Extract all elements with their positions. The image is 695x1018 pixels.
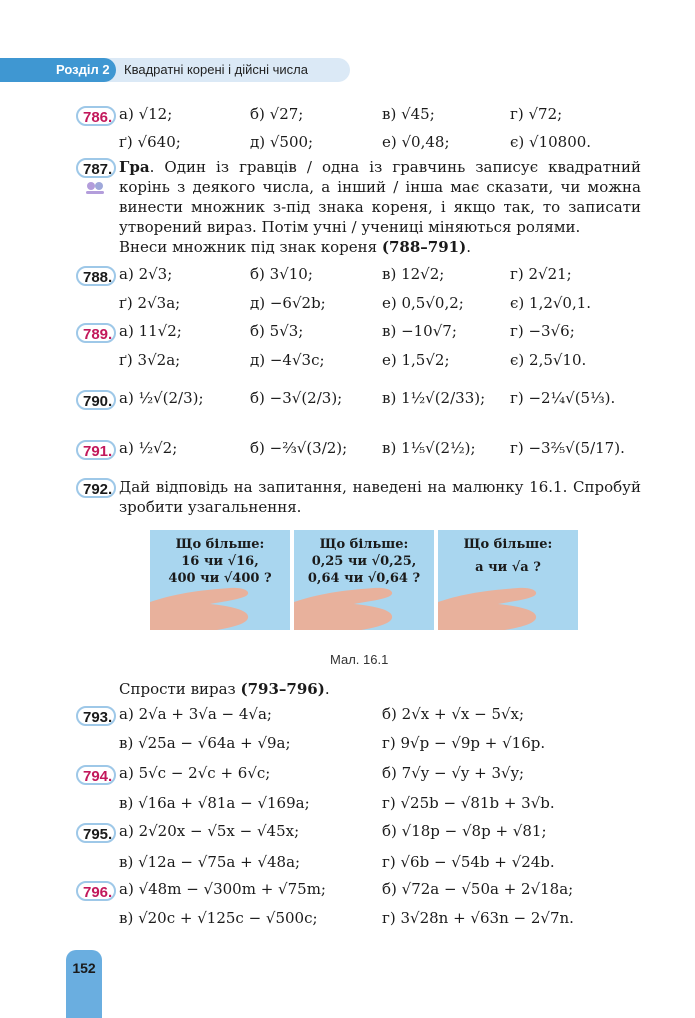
- item: г) 3√28n + √63n − 2√7n.: [382, 909, 574, 927]
- panel-line: 0,64 чи √0,64 ?: [307, 571, 421, 586]
- item: г) −2¼√(5⅓).: [510, 389, 616, 407]
- panel-line: а чи √а ?: [475, 560, 541, 575]
- hand-illustration: [150, 530, 290, 648]
- item: е) 1,5√2;: [382, 351, 450, 369]
- instruction-range: (793–796): [240, 680, 325, 698]
- item: б) √72a − √50a + 2√18a;: [382, 880, 574, 898]
- item: а) 2√20x − √5x − √45x;: [119, 822, 300, 840]
- item: б) √18p − √8p + √81;: [382, 822, 547, 840]
- game-label: Гра: [119, 158, 150, 176]
- item: б) 5√3;: [250, 322, 304, 340]
- instruction-text: Спрости вираз: [119, 680, 241, 698]
- exercise-number-795: 795.: [76, 823, 116, 843]
- item: б) −⅔√(3/2);: [250, 439, 348, 457]
- item: г) 9√p − √9p + √16p.: [382, 734, 546, 752]
- section-title: Квадратні корені і дійсні числа: [124, 62, 308, 77]
- figure-panel-2: [294, 530, 434, 648]
- exercise-number-789: 789.: [76, 323, 116, 343]
- section-header: [0, 58, 350, 82]
- item: б) 2√x + √x − 5√x;: [382, 705, 525, 723]
- item: д) −6√2b;: [250, 294, 326, 312]
- panel-title: Що більше:: [319, 537, 409, 552]
- figure-panel-1: [150, 530, 290, 648]
- item: є) 1,2√0,1.: [510, 294, 592, 312]
- exercise-787-text: [119, 157, 641, 237]
- figure-caption: Мал. 16.1: [330, 652, 389, 667]
- item: е) 0,5√0,2;: [382, 294, 464, 312]
- item: б) 3√10;: [250, 265, 313, 283]
- item: а) 11√2;: [119, 322, 182, 340]
- item: в) 1½√(2/33);: [382, 389, 486, 407]
- exercise-number-790: 790.: [76, 390, 116, 410]
- item: ґ) 3√2a;: [119, 351, 181, 369]
- item: г) √6b − √54b + √24b.: [382, 853, 555, 871]
- item: в) √45;: [382, 105, 435, 123]
- panel-title: Що більше:: [175, 537, 265, 552]
- item: д) √500;: [250, 133, 314, 151]
- item: є) √10800.: [510, 133, 592, 151]
- instruction-788-791: [119, 238, 471, 256]
- hand-illustration: [294, 530, 434, 648]
- instruction-text: Внеси множник під знак кореня: [119, 238, 382, 256]
- exercise-number-793: 793.: [76, 706, 116, 726]
- exercise-number-796: 796.: [76, 881, 116, 901]
- item: а) √12;: [119, 105, 173, 123]
- item: г) 2√21;: [510, 265, 572, 283]
- item: е) √0,48;: [382, 133, 450, 151]
- instruction-793-796: [119, 680, 330, 698]
- item: в) 1⅕√(2½);: [382, 439, 476, 457]
- item: г) √25b − √81b + 3√b.: [382, 794, 555, 812]
- item: б) √27;: [250, 105, 304, 123]
- exercise-number-788: 788.: [76, 266, 116, 286]
- instruction-end: .: [466, 238, 471, 256]
- instruction-end: .: [324, 680, 330, 698]
- item: б) −3√(2/3);: [250, 389, 343, 407]
- item: ґ) √640;: [119, 133, 181, 151]
- item: в) 12√2;: [382, 265, 445, 283]
- exercise-792-text: Дай відповідь на запитання, наведені на малюнку 16.1. Спробуй зробити узагальнення.: [119, 478, 641, 516]
- item: г) −3⅖√(5/17).: [510, 439, 625, 457]
- figure-panel-3: [438, 530, 578, 648]
- pair-work-icon: [84, 181, 106, 195]
- item: г) √72;: [510, 105, 563, 123]
- hand-illustration: [438, 530, 578, 648]
- exercise-number-791: 791.: [76, 440, 116, 460]
- instruction-range: (788–791): [381, 238, 467, 256]
- section-badge: Розділ 2: [0, 58, 116, 82]
- item: в) √25a − √64a + √9a;: [119, 734, 291, 752]
- exercise-number-786: 786.: [76, 106, 116, 126]
- item: а) 2√3;: [119, 265, 173, 283]
- item: д) −4√3c;: [250, 351, 325, 369]
- item: в) −10√7;: [382, 322, 457, 340]
- item: а) ½√(2/3);: [119, 389, 204, 407]
- exercise-number-792: 792.: [76, 478, 116, 498]
- item: г) −3√6;: [510, 322, 575, 340]
- exercise-number-794: 794.: [76, 765, 116, 785]
- exercise-number-787: 787.: [76, 158, 116, 178]
- item: а) √48m − √300m + √75m;: [119, 880, 326, 898]
- item: ґ) 2√3a;: [119, 294, 181, 312]
- panel-line: 400 чи √400 ?: [168, 571, 272, 586]
- item: а) ½√2;: [119, 439, 178, 457]
- game-description: . Один із гравців / одна із гравчинь записує квадратний корінь з деякого числа, а інший / інша має сказати, чи можна винести множник з-під знака кореня, і якщо так, то записати утворений вираз. Потім учні / учениці міняються ролями.: [119, 158, 641, 236]
- item: а) 5√c − 2√c + 6√c;: [119, 764, 271, 782]
- item: в) √20c + √125c − √500c;: [119, 909, 318, 927]
- item: а) 2√a + 3√a − 4√a;: [119, 705, 272, 723]
- panel-title: Що більше:: [463, 537, 553, 552]
- panel-line: 0,25 чи √0,25,: [311, 554, 417, 569]
- panel-line: 16 чи √16,: [181, 554, 259, 569]
- item: б) 7√y − √y + 3√y;: [382, 764, 525, 782]
- page-number: 152: [66, 950, 102, 1018]
- item: в) √16a + √81a − √169a;: [119, 794, 310, 812]
- item: є) 2,5√10.: [510, 351, 587, 369]
- item: в) √12a − √75a + √48a;: [119, 853, 301, 871]
